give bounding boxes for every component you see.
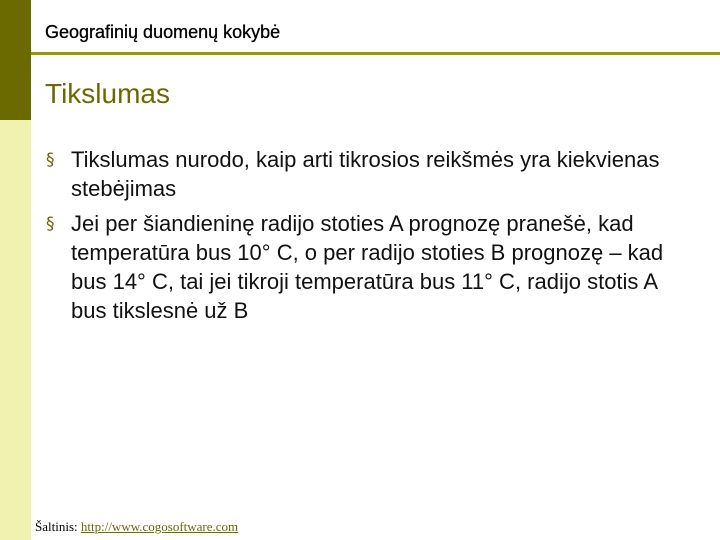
bullet-item [45, 209, 685, 325]
bullet-item [45, 145, 685, 203]
source-link[interactable]: http://www.cogosoftware.com [80, 519, 239, 534]
bullet-list [45, 145, 685, 331]
header-divider [31, 52, 720, 55]
bullet-marker-icon: § [46, 214, 55, 234]
bullet-text: Jei per šiandieninę radijo stoties A prognozę pranešė, kad temperatūra bus 10° C, o per radijo stoties B prognozę – kad bus 14° C, tai jei tikroji temperatūra bus 11° C, radijo stotis A bus tikslesnė už B [71, 211, 664, 323]
slide-title: Tikslumas [45, 78, 170, 109]
bullet-text: Tikslumas nurodo, kaip arti tikrosios reikšmės yra kiekvienas stebėjimas [71, 147, 660, 201]
sidebar-accent-dark [0, 0, 31, 120]
bullet-marker-icon: § [46, 150, 55, 170]
header-title: Geografinių duomenų kokybė [45, 22, 281, 42]
source-label: Šaltinis: [35, 519, 78, 534]
sidebar-accent-light [0, 120, 31, 540]
source-citation [35, 519, 238, 535]
